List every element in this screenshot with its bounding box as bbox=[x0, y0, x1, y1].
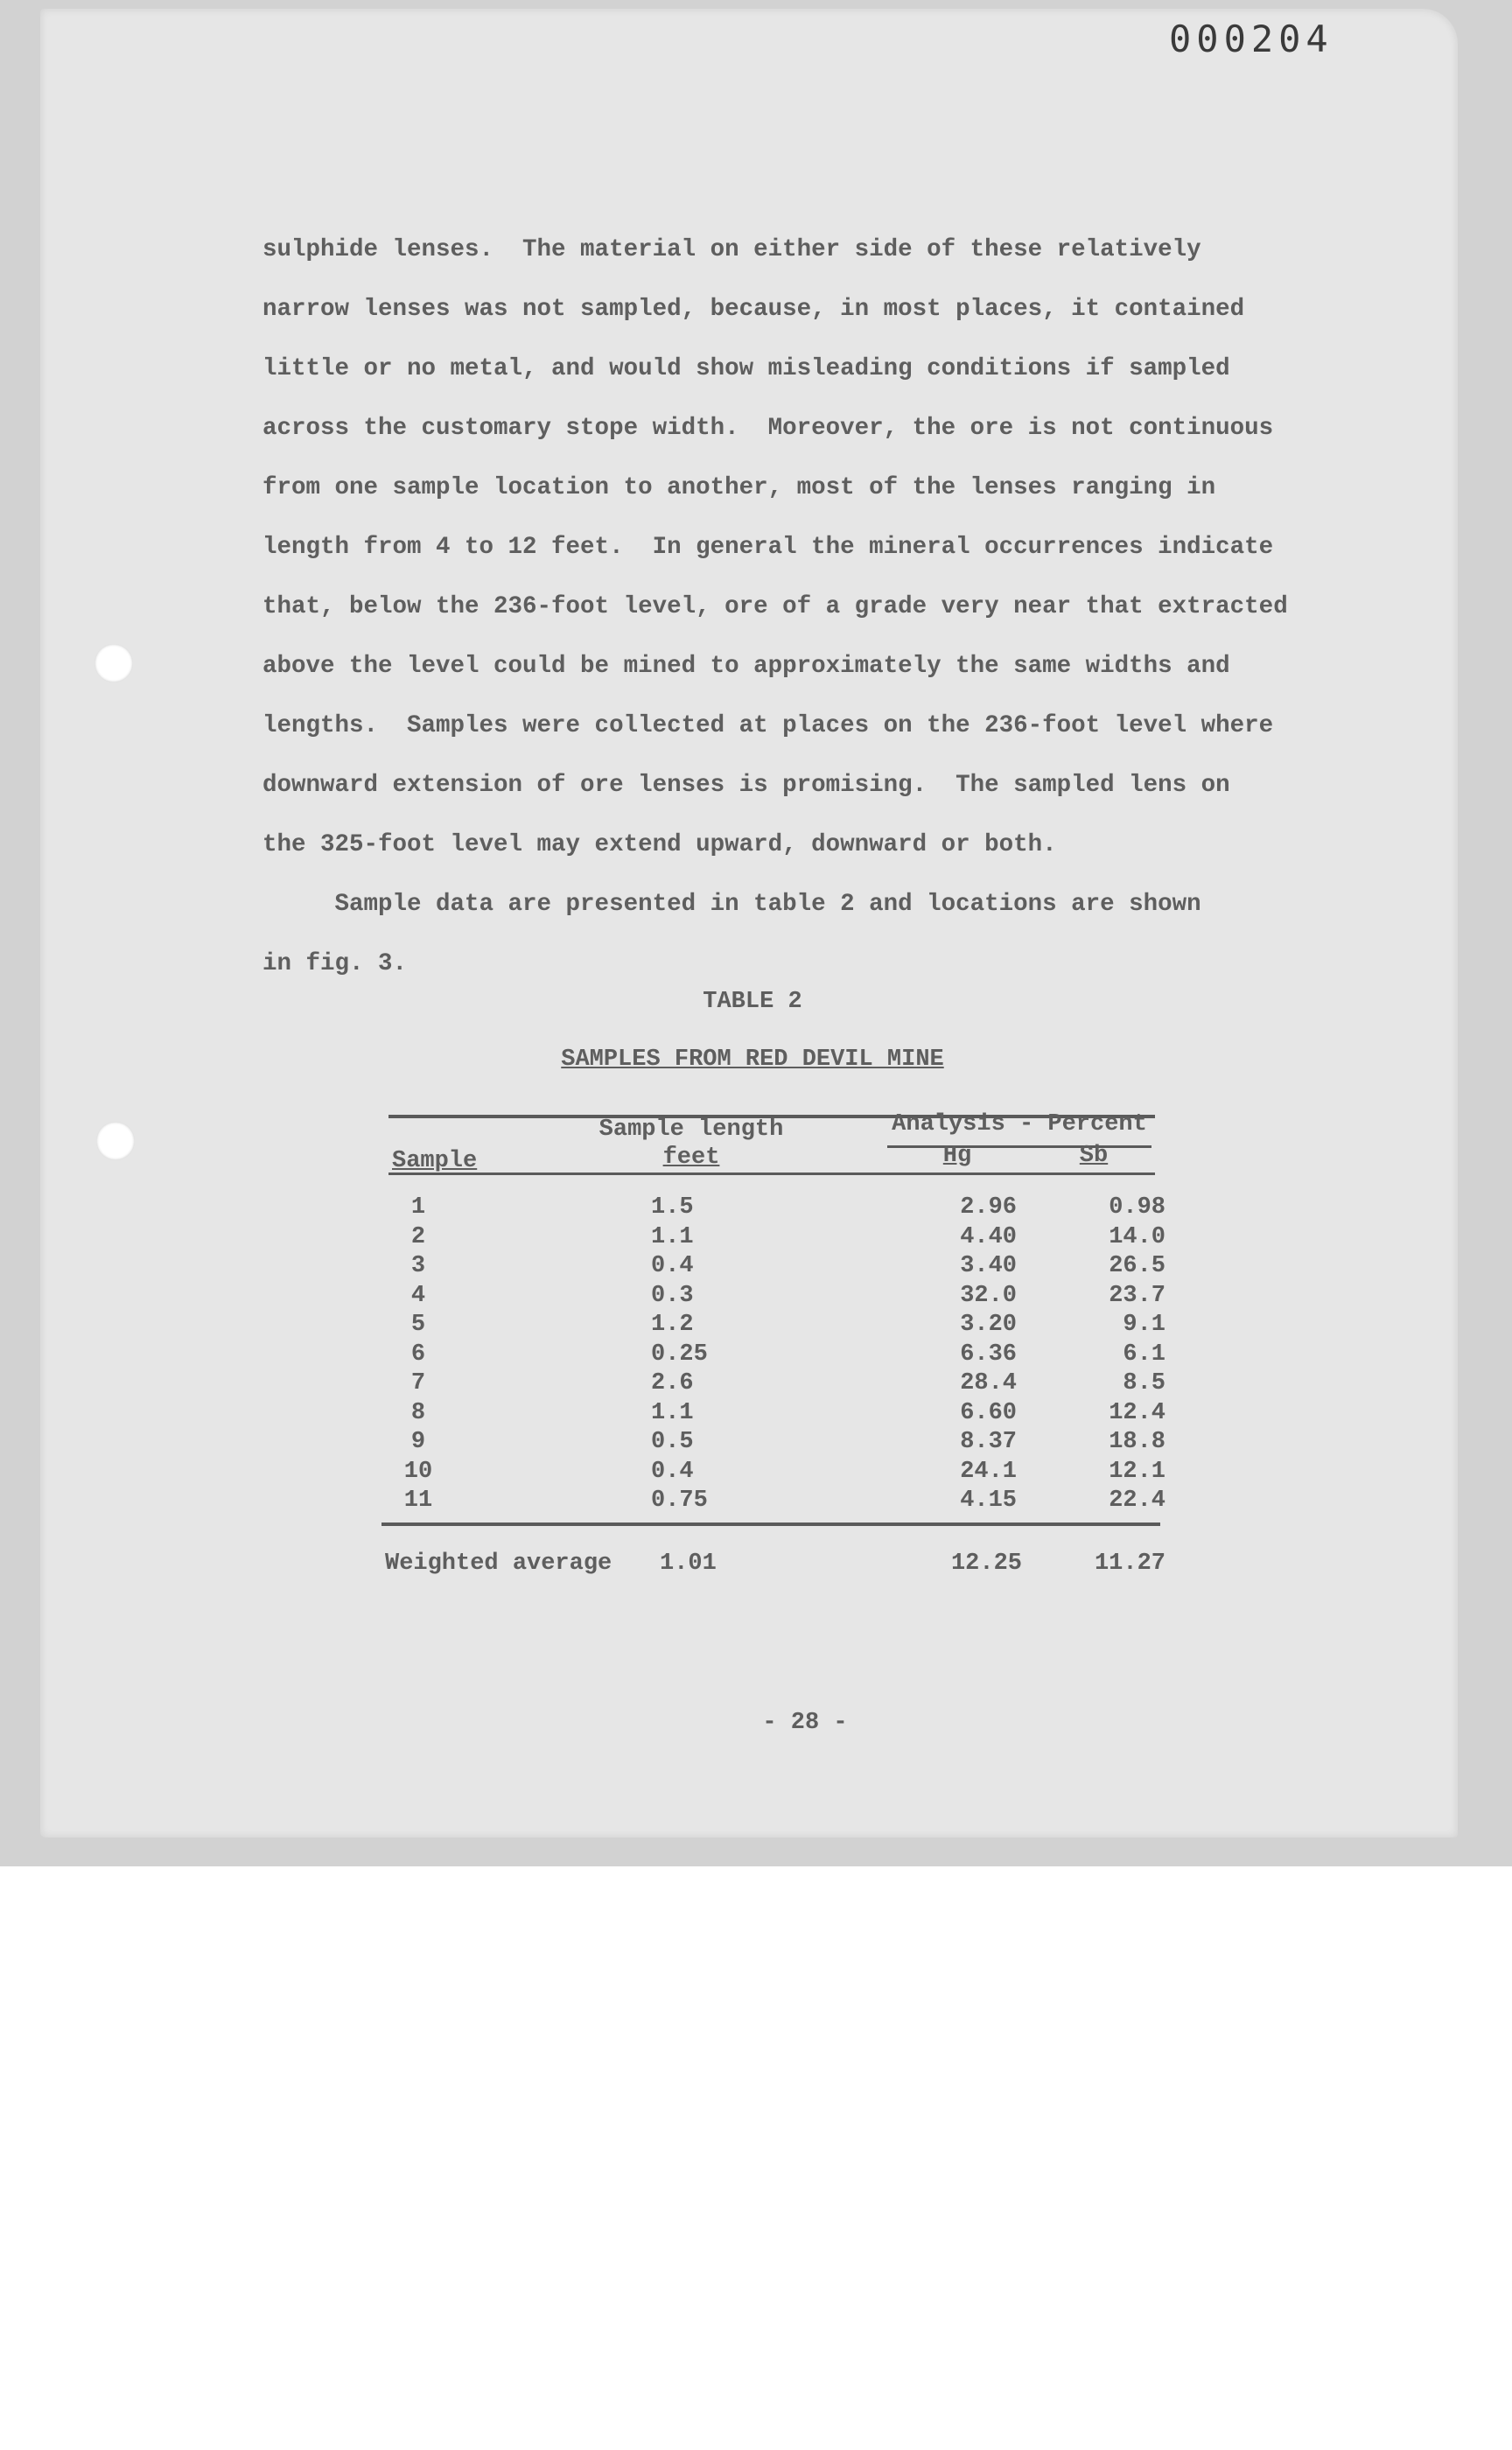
cell-hg: 3.20 bbox=[960, 1312, 1017, 1338]
cell-sample: 8 bbox=[410, 1399, 426, 1426]
cell-length: 2.6 bbox=[651, 1370, 694, 1396]
table-row bbox=[385, 1458, 1172, 1488]
header-hg: Hg bbox=[942, 1143, 972, 1169]
table-row bbox=[385, 1194, 1172, 1223]
cell-length: 0.5 bbox=[651, 1429, 694, 1455]
table-bottom-rule bbox=[382, 1522, 1160, 1526]
table-row bbox=[385, 1487, 1172, 1516]
cell-sb: 14.0 bbox=[1109, 1223, 1166, 1250]
cell-sb: 23.7 bbox=[1109, 1282, 1166, 1309]
weighted-average-row bbox=[385, 1550, 1172, 1582]
cell-length: 0.3 bbox=[651, 1282, 694, 1309]
cell-hg: 6.60 bbox=[960, 1399, 1017, 1426]
table-row bbox=[385, 1399, 1172, 1429]
cell-sample: 1 bbox=[410, 1194, 426, 1221]
cell-length: 0.4 bbox=[651, 1458, 694, 1485]
cell-hg: 6.36 bbox=[960, 1340, 1017, 1368]
body-text: sulphide lenses. The material on either side of these relatively narrow lenses was not sampled, because, in most places, it contained little or no metal, and would show misleading conditions if sampled across the customary stope width. Moreover, the ore is not continuous from one sample location to another, most of the lenses ranging in length from 4 to 12 feet. In general the mineral occurrences indicate that, below the 236-foot level, ore of a grade very near that extracted above the level could be mined to approximately the same widths and lengths. Samples were collected at places on the 236-foot level where downward extension of ore lenses is promising. The sampled lens on the 325-foot level may extend upward, downward or both. Sample data are presented in table 2 and locations are shown in fig. 3. bbox=[262, 236, 1288, 977]
weighted-average-label: Weighted average bbox=[385, 1550, 612, 1577]
header-sample: Sample bbox=[392, 1148, 478, 1174]
cell-sample: 10 bbox=[403, 1458, 433, 1485]
cell-length: 0.75 bbox=[651, 1488, 708, 1514]
cell-length: 1.2 bbox=[651, 1312, 694, 1338]
header-analysis: Analysis - Percent bbox=[892, 1111, 1147, 1138]
cell-hg: 4.40 bbox=[960, 1223, 1017, 1250]
page-number: - 28 - bbox=[762, 1710, 848, 1736]
table-row bbox=[385, 1311, 1172, 1340]
table-label: TABLE 2 bbox=[703, 989, 802, 1015]
cell-sb: 0.98 bbox=[1109, 1194, 1166, 1221]
cell-sample: 3 bbox=[410, 1253, 426, 1279]
document-number: 000204 bbox=[1169, 18, 1334, 60]
cell-sb: 9.1 bbox=[1123, 1312, 1166, 1338]
cell-sample: 7 bbox=[410, 1370, 426, 1396]
cell-hg: 28.4 bbox=[960, 1370, 1017, 1396]
table-header-rule bbox=[388, 1172, 1155, 1175]
punch-hole bbox=[94, 644, 133, 682]
header-sample-length: Sample length bbox=[598, 1116, 784, 1143]
cell-sample: 4 bbox=[410, 1282, 426, 1309]
cell-hg: 32.0 bbox=[960, 1282, 1017, 1309]
weighted-average-length: 1.01 bbox=[660, 1550, 717, 1577]
cell-sample: 6 bbox=[410, 1340, 426, 1368]
table-body bbox=[385, 1194, 1172, 1516]
cell-hg: 4.15 bbox=[960, 1488, 1017, 1514]
cell-sb: 12.1 bbox=[1109, 1458, 1166, 1485]
header-length-unit: feet bbox=[662, 1144, 720, 1171]
cell-sample: 2 bbox=[410, 1223, 426, 1250]
table-row bbox=[385, 1252, 1172, 1282]
table-row bbox=[385, 1282, 1172, 1312]
weighted-average-sb: 11.27 bbox=[1094, 1550, 1166, 1577]
cell-length: 1.1 bbox=[651, 1399, 694, 1426]
punch-hole bbox=[96, 1122, 135, 1160]
cell-hg: 8.37 bbox=[960, 1429, 1017, 1455]
table-row bbox=[385, 1223, 1172, 1253]
cell-sb: 12.4 bbox=[1109, 1399, 1166, 1426]
cell-sample: 9 bbox=[410, 1429, 426, 1455]
cell-sb: 26.5 bbox=[1109, 1253, 1166, 1279]
cell-sample: 11 bbox=[403, 1488, 433, 1514]
cell-sb: 22.4 bbox=[1109, 1488, 1166, 1514]
cell-sb: 8.5 bbox=[1123, 1370, 1166, 1396]
cell-length: 1.5 bbox=[651, 1194, 694, 1221]
cell-hg: 3.40 bbox=[960, 1253, 1017, 1279]
table-row bbox=[385, 1340, 1172, 1370]
cell-length: 1.1 bbox=[651, 1223, 694, 1250]
cell-sb: 6.1 bbox=[1123, 1340, 1166, 1368]
weighted-average-hg: 12.25 bbox=[950, 1550, 1022, 1577]
cell-sample: 5 bbox=[410, 1312, 426, 1338]
cell-length: 0.25 bbox=[651, 1340, 708, 1368]
cell-length: 0.4 bbox=[651, 1253, 694, 1279]
table-row bbox=[385, 1428, 1172, 1458]
cell-hg: 2.96 bbox=[960, 1194, 1017, 1221]
table-row bbox=[385, 1369, 1172, 1399]
table-title: SAMPLES FROM RED DEVIL MINE bbox=[561, 1046, 944, 1073]
header-sb: Sb bbox=[1079, 1143, 1109, 1169]
cell-sb: 18.8 bbox=[1109, 1429, 1166, 1455]
cell-hg: 24.1 bbox=[960, 1458, 1017, 1485]
